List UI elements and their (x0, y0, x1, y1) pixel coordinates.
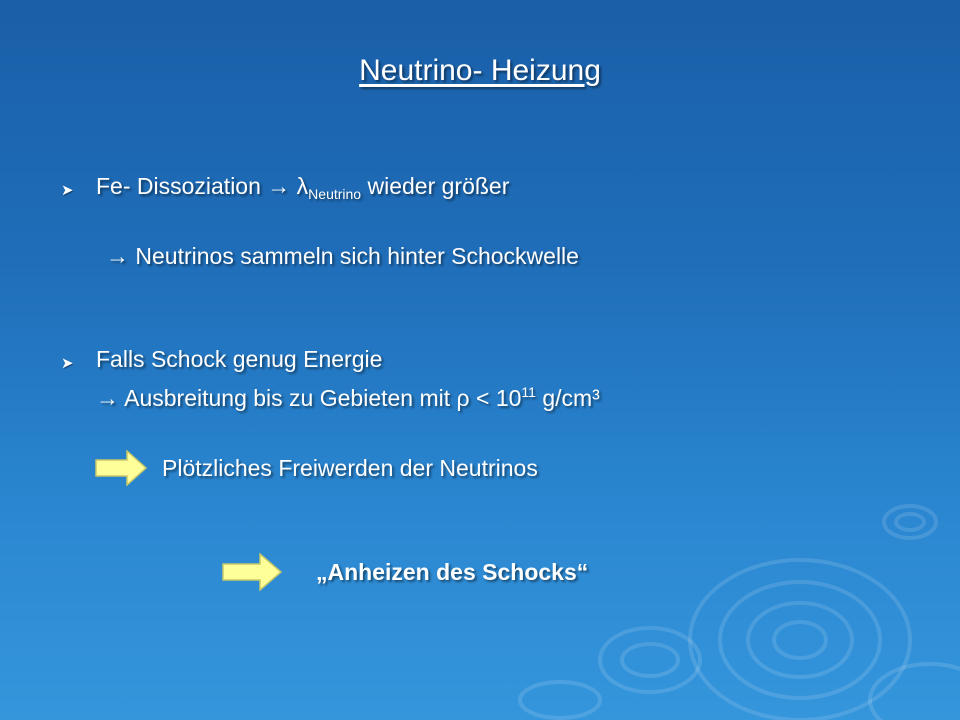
right-block-arrow-icon (95, 450, 147, 486)
bullet-2-text: Falls Schock genug Energie (96, 346, 383, 372)
bullet-2-line-2-after: g/cm³ (535, 385, 600, 411)
bullet-1-text-after: wieder größer (361, 173, 510, 199)
arrow-line-1-text: Plötzliches Freiwerden der Neutrinos (162, 455, 538, 481)
bullet-2-line-2-before: → Ausbreitung bis zu Gebieten mit ρ < 10 (96, 385, 522, 411)
bullet-1-continuation: → Neutrinos sammeln sich hinter Schockwelle (106, 243, 579, 269)
bullet-1-text-before: Fe- Dissoziation → λ (96, 173, 309, 199)
bullet-2-superscript: 11 (521, 384, 536, 400)
bullet-2-line-2 (96, 384, 600, 412)
right-block-arrow-icon (222, 553, 282, 591)
arrowhead-bullet-icon: ➤ (61, 355, 74, 372)
arrowhead-bullet-icon: ➤ (61, 182, 74, 199)
slide-title: Neutrino- Heizung (359, 54, 601, 87)
bullet-1-subscript: Neutrino (308, 186, 362, 202)
arrow-line-2-text: „Anheizen des Schocks“ (316, 559, 589, 585)
bullet-1-text (96, 173, 509, 202)
